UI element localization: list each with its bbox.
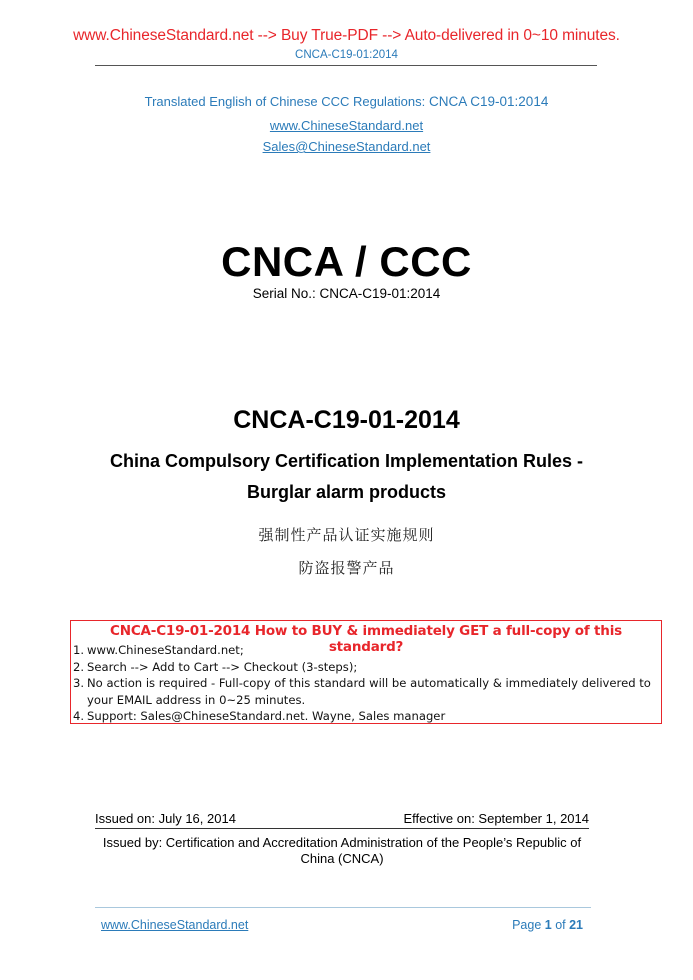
main-title: CNCA / CCC	[221, 238, 472, 285]
issuing-authority: Issued by: Certification and Accreditation Administration of the People’s Republic of China (CNCA)	[102, 835, 582, 866]
purchase-box-title: CNCA-C19-01-2014 How to BUY & immediately GET a full-copy of this standard?	[110, 623, 622, 655]
purchase-steps-list	[73, 642, 657, 725]
effective-on-date: Effective on: September 1, 2014	[403, 811, 589, 826]
list-item	[73, 642, 657, 659]
translated-notice	[0, 94, 693, 109]
chinese-title-line2: 防盗报警产品	[298, 559, 395, 577]
translated-prefix: Translated English of Chinese CCC Regulations	[144, 94, 422, 109]
website-link[interactable]: www.ChineseStandard.net	[269, 118, 424, 133]
email-link[interactable]: Sales@ChineseStandard.net	[262, 139, 431, 154]
page-of: of	[551, 918, 570, 932]
top-promo-banner[interactable]: www.ChineseStandard.net --> Buy True-PDF --> Auto-delivered in 0~10 minutes.	[73, 27, 620, 44]
list-item-number: 1.	[73, 643, 85, 657]
current-page-number: 1	[544, 918, 552, 932]
list-item	[73, 659, 657, 676]
page-prefix: Page	[512, 918, 545, 932]
page-indicator	[512, 918, 583, 932]
translated-separator: :	[421, 94, 426, 109]
total-pages: 21	[569, 918, 583, 932]
list-item-number: 4.	[73, 709, 85, 723]
serial-number: Serial No.: CNCA-C19-01:2014	[252, 286, 441, 301]
translated-code: CNCA C19-01:2014	[425, 94, 549, 109]
purchase-info-box	[70, 620, 662, 724]
footer-divider	[95, 907, 591, 908]
standard-title-line1: China Compulsory Certification Implementation Rules -	[109, 451, 584, 471]
footer-website-link[interactable]: www.ChineseStandard.net	[101, 918, 249, 932]
list-item-text[interactable]: Support: Sales@ChineseStandard.net. Wayne, Sales manager	[87, 709, 446, 723]
header-doc-code: CNCA-C19-01:2014	[295, 49, 398, 61]
list-item-text: Search --> Add to Cart --> Checkout (3-steps);	[87, 659, 358, 674]
list-item	[73, 708, 657, 725]
list-item-text: No action is required - Full-copy of this standard will be automatically & immediately delivered to your EMAIL address in 0~25 minutes.	[87, 676, 651, 707]
list-item-text[interactable]: www.ChineseStandard.net;	[87, 643, 244, 657]
list-item-number: 3.	[73, 676, 85, 690]
issuance-dates-row	[95, 811, 589, 829]
list-item	[73, 675, 657, 708]
chinese-title-line1: 强制性产品认证实施规则	[258, 526, 435, 544]
list-item-number: 2.	[73, 659, 85, 674]
standard-title-line2: Burglar alarm products	[246, 482, 447, 502]
header-divider	[95, 65, 597, 66]
standard-code: CNCA-C19-01-2014	[233, 406, 460, 434]
issued-on-date: Issued on: July 16, 2014	[95, 811, 236, 826]
